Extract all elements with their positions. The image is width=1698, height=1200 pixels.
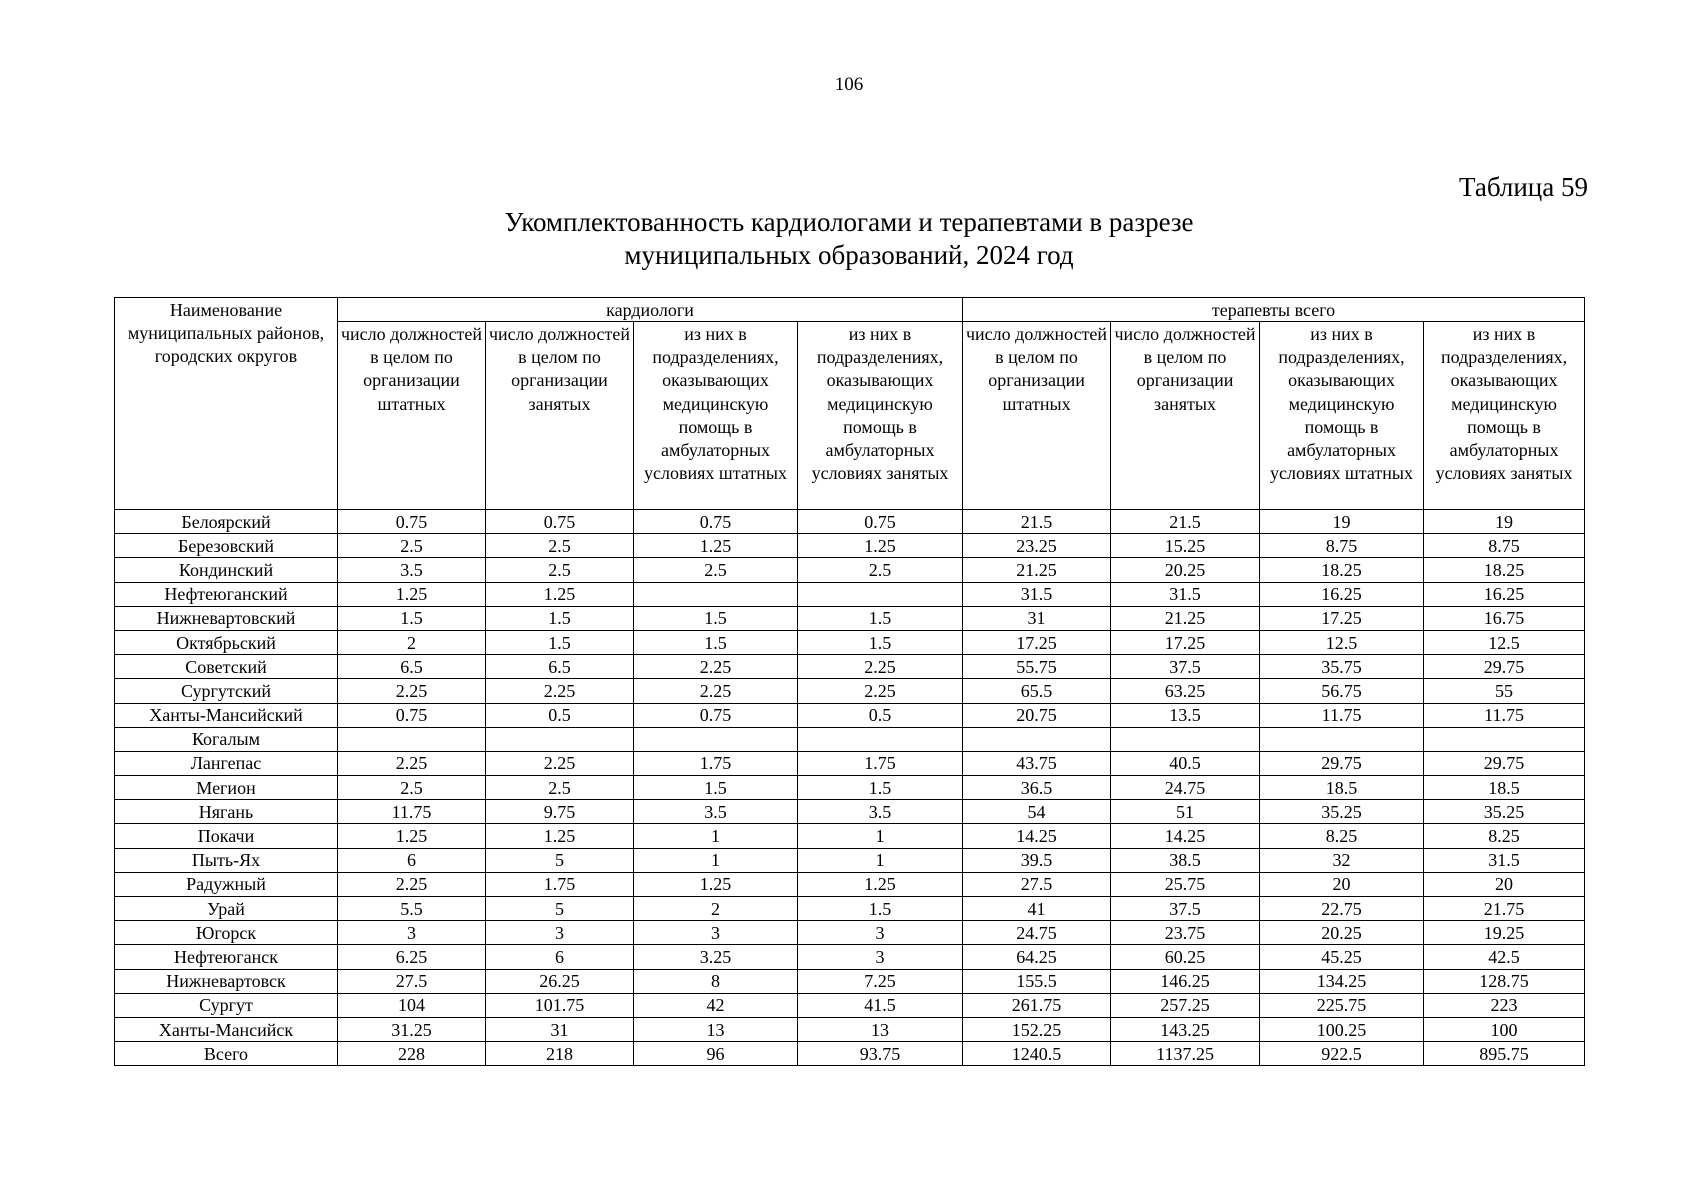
- value-cell: 2.5: [486, 534, 634, 558]
- value-cell: 1: [798, 824, 963, 848]
- value-cell: 1: [634, 824, 798, 848]
- value-cell: 31.5: [1111, 582, 1260, 606]
- value-cell: 3.5: [798, 800, 963, 824]
- row-name-cell: Нефтеюганский: [115, 582, 338, 606]
- value-cell: 9.75: [486, 800, 634, 824]
- value-cell: 23.25: [963, 534, 1111, 558]
- value-cell: 64.25: [963, 945, 1111, 969]
- value-cell: 11.75: [1424, 703, 1585, 727]
- value-cell: 895.75: [1424, 1042, 1585, 1066]
- value-cell: 2.5: [486, 776, 634, 800]
- value-cell: 21.25: [1111, 606, 1260, 630]
- value-cell: 45.25: [1260, 945, 1424, 969]
- table-row: [115, 800, 1585, 824]
- value-cell: 23.75: [1111, 921, 1260, 945]
- header-group-row: [115, 298, 1585, 322]
- value-cell: 12.5: [1260, 630, 1424, 654]
- value-cell: 29.75: [1424, 751, 1585, 775]
- value-cell: 6: [486, 945, 634, 969]
- value-cell: 31.5: [963, 582, 1111, 606]
- value-cell: 19: [1424, 510, 1585, 534]
- value-cell: 6: [338, 848, 486, 872]
- value-cell: 60.25: [1111, 945, 1260, 969]
- row-name-cell: Мегион: [115, 776, 338, 800]
- value-cell: [1424, 727, 1585, 751]
- column-header: из них в подразделениях, оказывающих медицинскую помощь в амбулаторных условиях штатных: [1260, 322, 1424, 510]
- value-cell: 100: [1424, 1017, 1585, 1041]
- column-header-municipality: Наименование муниципальных районов, городских округов: [115, 298, 338, 510]
- row-name-cell: Радужный: [115, 872, 338, 896]
- table-row: [115, 751, 1585, 775]
- table-row: [115, 872, 1585, 896]
- table-row: [115, 945, 1585, 969]
- value-cell: 3.5: [338, 558, 486, 582]
- value-cell: 0.5: [798, 703, 963, 727]
- row-name-cell: Пыть-Ях: [115, 848, 338, 872]
- value-cell: 31: [486, 1017, 634, 1041]
- value-cell: 11.75: [1260, 703, 1424, 727]
- value-cell: 2.25: [486, 751, 634, 775]
- value-cell: 21.5: [1111, 510, 1260, 534]
- table-row: [115, 848, 1585, 872]
- value-cell: 18.25: [1260, 558, 1424, 582]
- value-cell: 17.25: [963, 630, 1111, 654]
- value-cell: 257.25: [1111, 993, 1260, 1017]
- row-name-cell: Нефтеюганск: [115, 945, 338, 969]
- value-cell: 1137.25: [1111, 1042, 1260, 1066]
- column-header: из них в подразделениях, оказывающих медицинскую помощь в амбулаторных условиях штатных: [634, 322, 798, 510]
- value-cell: 1.25: [798, 534, 963, 558]
- column-header: число должностей в целом по организации штатных: [963, 322, 1111, 510]
- value-cell: 3: [338, 921, 486, 945]
- value-cell: 2.25: [798, 655, 963, 679]
- value-cell: 1.25: [634, 534, 798, 558]
- row-name-cell: Всего: [115, 1042, 338, 1066]
- value-cell: 922.5: [1260, 1042, 1424, 1066]
- value-cell: 1: [798, 848, 963, 872]
- value-cell: 37.5: [1111, 897, 1260, 921]
- value-cell: 19.25: [1424, 921, 1585, 945]
- value-cell: 1.5: [798, 630, 963, 654]
- value-cell: 63.25: [1111, 679, 1260, 703]
- value-cell: 19: [1260, 510, 1424, 534]
- group-header-cardiologists: кардиологи: [338, 298, 963, 322]
- table-row: [115, 969, 1585, 993]
- value-cell: 18.5: [1424, 776, 1585, 800]
- value-cell: 1.25: [486, 582, 634, 606]
- value-cell: 40.5: [1111, 751, 1260, 775]
- value-cell: 43.75: [963, 751, 1111, 775]
- value-cell: [634, 727, 798, 751]
- value-cell: [798, 582, 963, 606]
- value-cell: 37.5: [1111, 655, 1260, 679]
- value-cell: 2.5: [798, 558, 963, 582]
- row-name-cell: Кондинский: [115, 558, 338, 582]
- value-cell: 155.5: [963, 969, 1111, 993]
- value-cell: 25.75: [1111, 872, 1260, 896]
- value-cell: 20.25: [1111, 558, 1260, 582]
- row-name-cell: Нижневартовск: [115, 969, 338, 993]
- value-cell: 32: [1260, 848, 1424, 872]
- value-cell: 1: [634, 848, 798, 872]
- value-cell: [1111, 727, 1260, 751]
- value-cell: 8.25: [1424, 824, 1585, 848]
- value-cell: [963, 727, 1111, 751]
- value-cell: 31.25: [338, 1017, 486, 1041]
- table-body: [115, 510, 1585, 1066]
- value-cell: 1.75: [634, 751, 798, 775]
- column-header: число должностей в целом по организации штатных: [338, 322, 486, 510]
- value-cell: 41: [963, 897, 1111, 921]
- value-cell: 6.5: [486, 655, 634, 679]
- group-header-therapists: терапевты всего: [963, 298, 1585, 322]
- row-name-cell: Когалым: [115, 727, 338, 751]
- value-cell: 18.25: [1424, 558, 1585, 582]
- value-cell: 0.75: [634, 510, 798, 534]
- value-cell: 146.25: [1111, 969, 1260, 993]
- value-cell: 134.25: [1260, 969, 1424, 993]
- value-cell: 17.25: [1111, 630, 1260, 654]
- value-cell: 38.5: [1111, 848, 1260, 872]
- value-cell: 100.25: [1260, 1017, 1424, 1041]
- value-cell: 1.25: [338, 824, 486, 848]
- value-cell: 1.5: [634, 776, 798, 800]
- value-cell: 7.25: [798, 969, 963, 993]
- value-cell: 1240.5: [963, 1042, 1111, 1066]
- value-cell: 128.75: [1424, 969, 1585, 993]
- value-cell: 5: [486, 848, 634, 872]
- value-cell: 2.5: [486, 558, 634, 582]
- value-cell: 51: [1111, 800, 1260, 824]
- value-cell: 22.75: [1260, 897, 1424, 921]
- value-cell: 56.75: [1260, 679, 1424, 703]
- value-cell: 1.5: [634, 630, 798, 654]
- value-cell: 2.25: [798, 679, 963, 703]
- value-cell: 1.5: [338, 606, 486, 630]
- value-cell: 1.5: [798, 776, 963, 800]
- value-cell: 27.5: [338, 969, 486, 993]
- column-header: из них в подразделениях, оказывающих медицинскую помощь в амбулаторных условиях занятых: [1424, 322, 1585, 510]
- value-cell: 65.5: [963, 679, 1111, 703]
- value-cell: 2.25: [338, 872, 486, 896]
- value-cell: 20.25: [1260, 921, 1424, 945]
- value-cell: 3.5: [634, 800, 798, 824]
- value-cell: 261.75: [963, 993, 1111, 1017]
- page-number: 106: [834, 74, 864, 95]
- value-cell: 31.5: [1424, 848, 1585, 872]
- table-title-line: муниципальных образований, 2024 год: [624, 240, 1074, 270]
- value-cell: 223: [1424, 993, 1585, 1017]
- table-row: [115, 510, 1585, 534]
- table-row: [115, 655, 1585, 679]
- value-cell: 11.75: [338, 800, 486, 824]
- value-cell: 35.25: [1260, 800, 1424, 824]
- value-cell: 93.75: [798, 1042, 963, 1066]
- value-cell: 15.25: [1111, 534, 1260, 558]
- value-cell: 0.75: [798, 510, 963, 534]
- value-cell: 96: [634, 1042, 798, 1066]
- table-row: [115, 824, 1585, 848]
- value-cell: 20: [1424, 872, 1585, 896]
- value-cell: 18.5: [1260, 776, 1424, 800]
- value-cell: 5.5: [338, 897, 486, 921]
- value-cell: 27.5: [963, 872, 1111, 896]
- column-header: из них в подразделениях, оказывающих медицинскую помощь в амбулаторных условиях занятых: [798, 322, 963, 510]
- value-cell: 2.25: [634, 655, 798, 679]
- value-cell: 1.75: [798, 751, 963, 775]
- value-cell: 35.25: [1424, 800, 1585, 824]
- value-cell: 3: [798, 921, 963, 945]
- value-cell: 41.5: [798, 993, 963, 1017]
- value-cell: 42: [634, 993, 798, 1017]
- value-cell: 14.25: [963, 824, 1111, 848]
- table-row: [115, 679, 1585, 703]
- value-cell: 5: [486, 897, 634, 921]
- value-cell: 8.75: [1260, 534, 1424, 558]
- value-cell: 55: [1424, 679, 1585, 703]
- value-cell: 2.25: [338, 679, 486, 703]
- value-cell: 26.25: [486, 969, 634, 993]
- row-name-cell: Березовский: [115, 534, 338, 558]
- value-cell: 104: [338, 993, 486, 1017]
- row-name-cell: Ханты-Мансийский: [115, 703, 338, 727]
- value-cell: 1.5: [634, 606, 798, 630]
- value-cell: 1.5: [486, 630, 634, 654]
- value-cell: 2.5: [634, 558, 798, 582]
- table-title-line: Укомплектованность кардиологами и терапевтами в разрезе: [504, 207, 1194, 237]
- value-cell: 16.75: [1424, 606, 1585, 630]
- value-cell: 0.5: [486, 703, 634, 727]
- value-cell: 1.25: [798, 872, 963, 896]
- value-cell: 21.5: [963, 510, 1111, 534]
- value-cell: 16.25: [1260, 582, 1424, 606]
- table-row: [115, 897, 1585, 921]
- value-cell: 24.75: [963, 921, 1111, 945]
- value-cell: 21.25: [963, 558, 1111, 582]
- value-cell: 1.75: [486, 872, 634, 896]
- table-title: [0, 206, 1698, 272]
- value-cell: 3: [798, 945, 963, 969]
- row-name-cell: Сургут: [115, 993, 338, 1017]
- value-cell: 42.5: [1424, 945, 1585, 969]
- value-cell: 24.75: [1111, 776, 1260, 800]
- value-cell: 0.75: [634, 703, 798, 727]
- row-name-cell: Сургутский: [115, 679, 338, 703]
- value-cell: 0.75: [338, 703, 486, 727]
- value-cell: 54: [963, 800, 1111, 824]
- table-row: [115, 1017, 1585, 1041]
- value-cell: 218: [486, 1042, 634, 1066]
- value-cell: 1.5: [798, 606, 963, 630]
- value-cell: 1.5: [486, 606, 634, 630]
- value-cell: 14.25: [1111, 824, 1260, 848]
- table-row: [115, 727, 1585, 751]
- value-cell: 1.25: [634, 872, 798, 896]
- column-header: число должностей в целом по организации занятых: [1111, 322, 1260, 510]
- value-cell: 2.25: [634, 679, 798, 703]
- value-cell: 21.75: [1424, 897, 1585, 921]
- value-cell: 31: [963, 606, 1111, 630]
- value-cell: 2.25: [486, 679, 634, 703]
- value-cell: 143.25: [1111, 1017, 1260, 1041]
- value-cell: 6.5: [338, 655, 486, 679]
- table-row: [115, 558, 1585, 582]
- row-name-cell: Октябрьский: [115, 630, 338, 654]
- value-cell: [338, 727, 486, 751]
- table-row: [115, 993, 1585, 1017]
- table-row: [115, 606, 1585, 630]
- table-row: [115, 921, 1585, 945]
- value-cell: 8.75: [1424, 534, 1585, 558]
- row-name-cell: Белоярский: [115, 510, 338, 534]
- value-cell: 13: [798, 1017, 963, 1041]
- value-cell: 0.75: [338, 510, 486, 534]
- value-cell: 2: [338, 630, 486, 654]
- value-cell: 152.25: [963, 1017, 1111, 1041]
- value-cell: 20.75: [963, 703, 1111, 727]
- table-row: [115, 776, 1585, 800]
- value-cell: 101.75: [486, 993, 634, 1017]
- value-cell: 2.5: [338, 776, 486, 800]
- value-cell: 36.5: [963, 776, 1111, 800]
- column-header: число должностей в целом по организации занятых: [486, 322, 634, 510]
- value-cell: [798, 727, 963, 751]
- value-cell: 13: [634, 1017, 798, 1041]
- value-cell: 2.5: [338, 534, 486, 558]
- value-cell: [1260, 727, 1424, 751]
- value-cell: 1.25: [486, 824, 634, 848]
- row-name-cell: Лангепас: [115, 751, 338, 775]
- table-row: [115, 630, 1585, 654]
- value-cell: 8: [634, 969, 798, 993]
- row-name-cell: Нягань: [115, 800, 338, 824]
- row-name-cell: Нижневартовский: [115, 606, 338, 630]
- row-name-cell: Югорск: [115, 921, 338, 945]
- value-cell: 12.5: [1424, 630, 1585, 654]
- value-cell: 6.25: [338, 945, 486, 969]
- value-cell: 13.5: [1111, 703, 1260, 727]
- value-cell: 3: [634, 921, 798, 945]
- row-name-cell: Ханты-Мансийск: [115, 1017, 338, 1041]
- staffing-table: [114, 297, 1585, 1066]
- value-cell: 17.25: [1260, 606, 1424, 630]
- row-name-cell: Покачи: [115, 824, 338, 848]
- value-cell: 2.25: [338, 751, 486, 775]
- value-cell: 1.5: [798, 897, 963, 921]
- value-cell: 16.25: [1424, 582, 1585, 606]
- value-cell: [486, 727, 634, 751]
- value-cell: 1.25: [338, 582, 486, 606]
- value-cell: 3: [486, 921, 634, 945]
- value-cell: 2: [634, 897, 798, 921]
- value-cell: 29.75: [1424, 655, 1585, 679]
- table-row: [115, 1042, 1585, 1066]
- value-cell: 35.75: [1260, 655, 1424, 679]
- value-cell: 8.25: [1260, 824, 1424, 848]
- value-cell: 0.75: [486, 510, 634, 534]
- value-cell: 39.5: [963, 848, 1111, 872]
- row-name-cell: Урай: [115, 897, 338, 921]
- table-row: [115, 582, 1585, 606]
- value-cell: [634, 582, 798, 606]
- value-cell: 228: [338, 1042, 486, 1066]
- value-cell: 3.25: [634, 945, 798, 969]
- value-cell: 29.75: [1260, 751, 1424, 775]
- row-name-cell: Советский: [115, 655, 338, 679]
- value-cell: 55.75: [963, 655, 1111, 679]
- table-label: Таблица 59: [1459, 172, 1588, 202]
- value-cell: 225.75: [1260, 993, 1424, 1017]
- value-cell: 20: [1260, 872, 1424, 896]
- table-row: [115, 534, 1585, 558]
- table-row: [115, 703, 1585, 727]
